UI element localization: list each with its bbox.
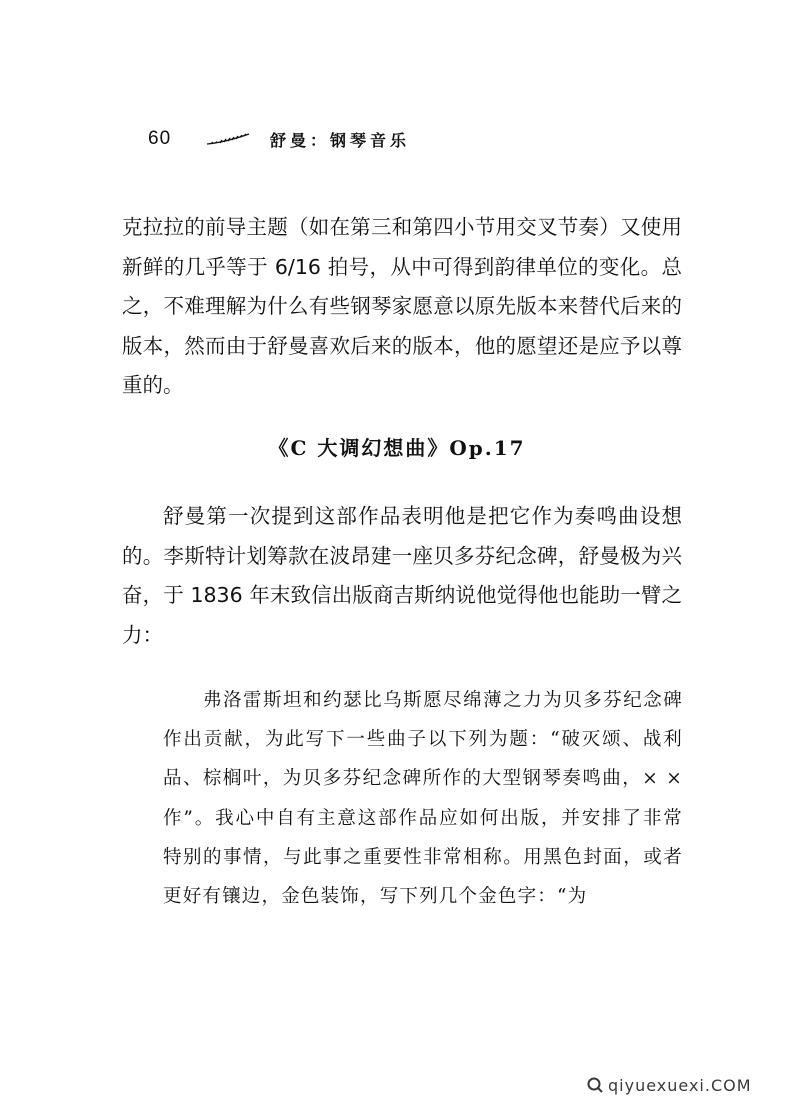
site-watermark xyxy=(586,1070,752,1100)
block-quote: 弗洛雷斯坦和约瑟比乌斯愿尽绵薄之力为贝多芬纪念碑作出贡献，为此写下一些曲子以下列为题：“破灭颂、战利品、棕榈叶，为贝多芬纪念碑所作的大型钢琴奏鸣曲，× × 作”。我心中自有主意这部作品应如何出版，并安排了非常特别的事情，与此事之重要性非常相称。用黑色封面，或者更好有镶边，金色装饰，写下列几个金色字：“为 xyxy=(163,690,683,908)
watermark-text: qiyuexuexi.COM xyxy=(608,1075,752,1095)
body-paragraph-1: 克拉拉的前导主题（如在第三和第四小节用交叉节奏）又使用新鲜的几乎等于 6/16 拍号，从中可得到韵律单位的变化。总之，不难理解为什么有些钢琴家愿意以原先版本来替代后来的版本，然而由于舒曼喜欢后来的版本，他的愿望还是应予以尊重的。 xyxy=(122,215,682,397)
running-title: 舒曼：钢琴音乐 xyxy=(270,130,411,150)
watermark-logo-icon xyxy=(586,1076,604,1094)
page-header xyxy=(148,124,410,154)
quill-ornament-icon xyxy=(206,132,250,146)
body-paragraph-2: 舒曼第一次提到这部作品表明他是把它作为奏鸣曲设想的。李斯特计划筹款在波昂建一座贝多芬纪念碑，舒曼极为兴奋，于 1836 年末致信出版商吉斯纳说他觉得他也能助一臂之力： xyxy=(122,504,682,647)
section-heading: 《C 大调幻想曲》Op.17 xyxy=(268,436,526,460)
page-number: 60 xyxy=(148,128,172,149)
